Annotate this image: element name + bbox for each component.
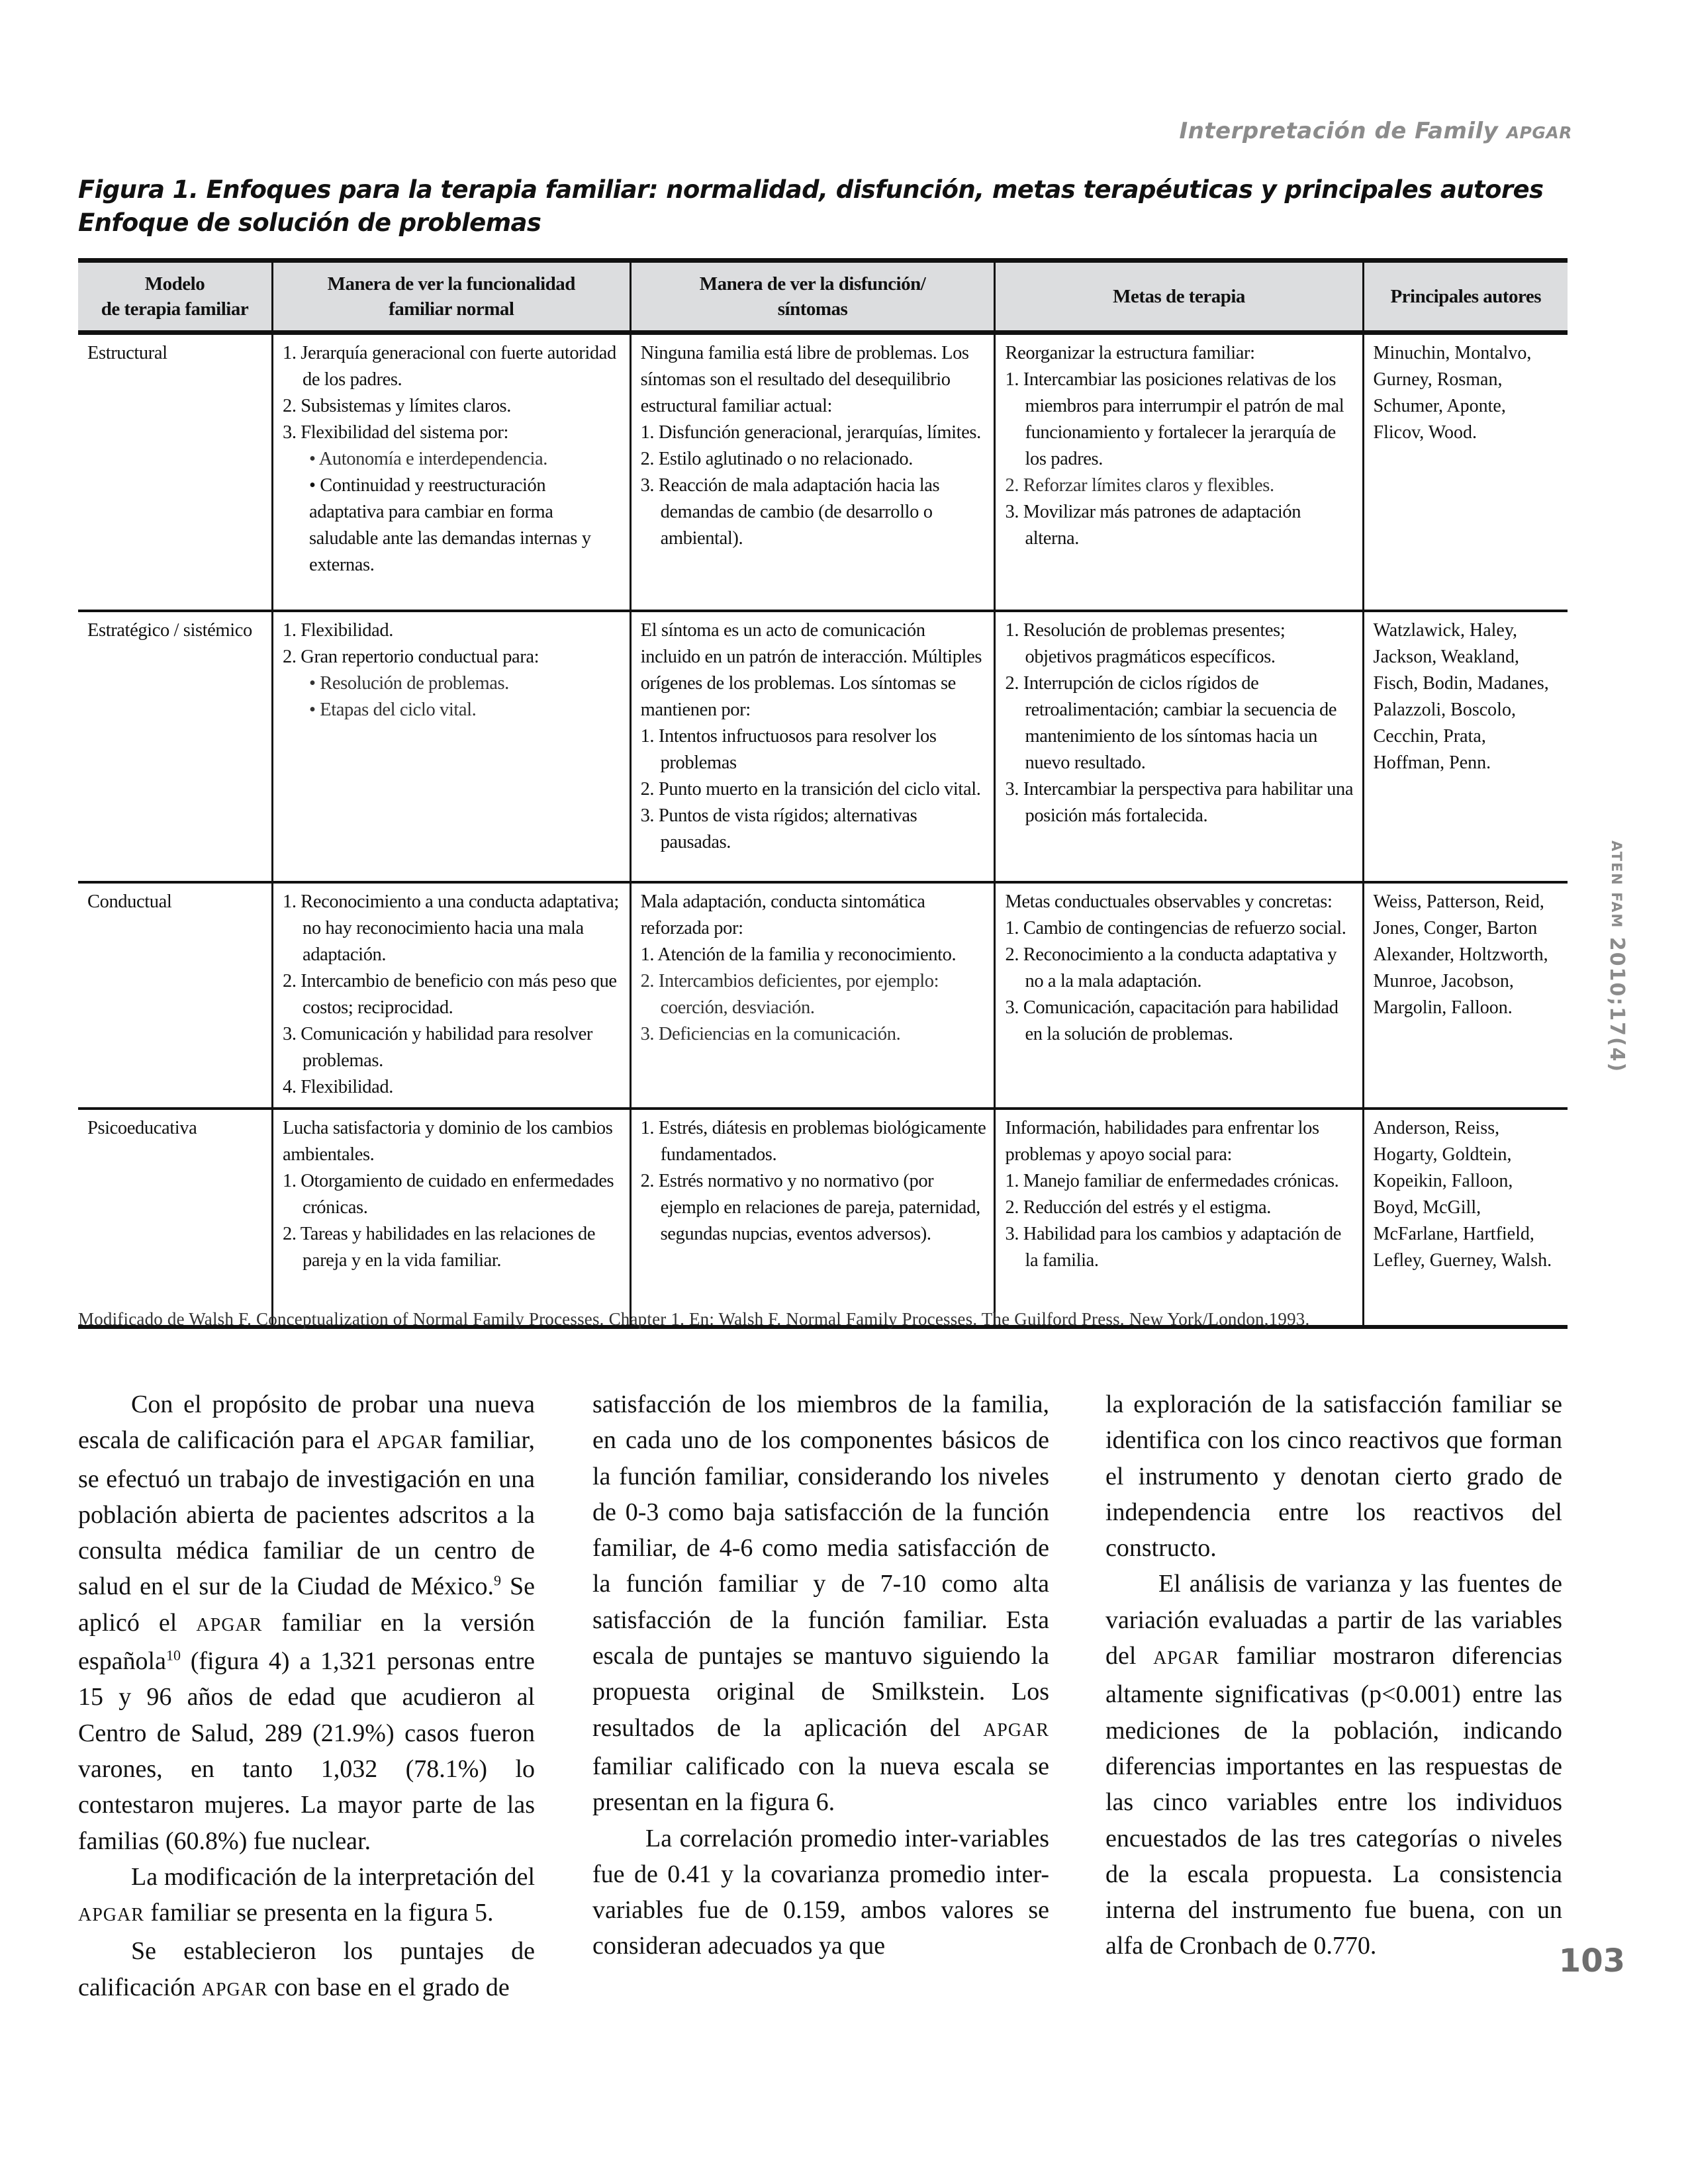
cell-normal: 1. Flexibilidad. 2. Gran repertorio conductual para: • Resolución de problemas. • Etapas del ciclo vital. bbox=[272, 611, 630, 882]
cell-authors: Anderson, Reiss, Hogarty, Goldtein, Kopeikin, Falloon, Boyd, McGill, McFarlane, Hartfield, Lefley, Guerney, Walsh. bbox=[1363, 1109, 1568, 1327]
cell-authors: Weiss, Patterson, Reid, Jones, Conger, Barton Alexander, Holtzworth, Munroe, Jacobson, Margolin, Falloon. bbox=[1363, 882, 1568, 1109]
paragraph: La correlación promedio inter-variables fue de 0.41 y la covarianza promedio inter-variables fue de 0.159, ambos valores se consideran adecuados ya que bbox=[592, 1824, 1049, 1960]
running-header bbox=[1179, 118, 1572, 144]
cell-goals: Información, habilidades para enfrentar los problemas y apoyo social para: 1. Manejo familiar de enfermedades crónicas. 2. Reducción del estrés y el estigma. 3. Habilidad para los cambios y adaptación de la familia. bbox=[995, 1109, 1363, 1327]
cell-goals: 1. Resolución de problemas presentes; objetivos pragmáticos específicos. 2. Interrupción de ciclos rígidos de retroalimentación; cambiar la secuencia de mantenimiento de los síntomas hacia un nuevo resultado. 3. Intercambiar la perspectiva para habilitar una posición más fortalecida. bbox=[995, 611, 1363, 882]
header-dysfunction: Manera de ver la disfunción/ síntomas bbox=[630, 261, 995, 333]
cell-normal: 1. Reconocimiento a una conducta adaptativa; no hay reconocimiento hacia una mala adaptación. 2. Intercambio de beneficio con más peso que costos; reciprocidad. 3. Comunicación y habilidad para resolver problemas. 4. Flexibilidad. bbox=[272, 882, 630, 1109]
body-column-1 bbox=[78, 1387, 535, 2008]
body-column-3 bbox=[1105, 1387, 1562, 1964]
cell-normal: 1. Jerarquía generacional con fuerte autoridad de los padres. 2. Subsistemas y límites claros. 3. Flexibilidad del sistema por: • Autonomía e interdependencia. • Continuidad y reestructuración adaptativa para cambiar en forma saludable ante las demandas internas y externas. bbox=[272, 333, 630, 611]
paragraph: Con el propósito de probar una nueva escala de calificación para el APGAR familiar, se efectuó un trabajo de investigación en una población abierta de pacientes adscritos a la consulta médica familiar de un centro de salud en el sur de la Ciudad de México.$^9$ Se aplicó el APGAR familiar en la versión española$^{10}$ (figura 4) a 1,321 personas entre 15 y 96 años de edad que acudieron al Centro de Salud, 289 (21.9%) casos fueron varones, en tanto 1,032 (78.1%) lo contestaron mujeres. La mayor parte de las familias (60.8%) fue nuclear. bbox=[78, 1390, 536, 1855]
running-header-smallcaps: APGAR bbox=[1506, 123, 1572, 142]
journal-side-label: ATEN FAM 2010;17(4) bbox=[1605, 841, 1628, 1073]
body-column-2 bbox=[592, 1387, 1049, 1964]
therapy-approaches-table bbox=[78, 258, 1568, 1329]
cell-dysfunction: El síntoma es un acto de comunicación incluido en un patrón de interacción. Múltiples orígenes de los problemas. Los síntomas se mantienen por: 1. Intentos infructuosos para resolver los problemas 2. Punto muerto en la transición del ciclo vital. 3. Puntos de vista rígidos; alternativas pausadas. bbox=[630, 611, 995, 882]
page-number: 103 bbox=[1558, 1942, 1625, 1979]
cell-authors: Minuchin, Montalvo, Gurney, Rosman, Schumer, Aponte, Flicov, Wood. bbox=[1363, 333, 1568, 611]
paragraph: Se establecieron los puntajes de calificación APGAR con base en el grado de bbox=[78, 1937, 535, 2001]
table-header-row bbox=[78, 261, 1568, 333]
header-normal-functioning: Manera de ver la funcionalidad familiar normal bbox=[272, 261, 630, 333]
cell-goals: Metas conductuales observables y concretas: 1. Cambio de contingencias de refuerzo social. 2. Reconocimiento a la conducta adaptativa y no a la mala adaptación. 3. Comunicación, capacitación para habilidad en la solución de problemas. bbox=[995, 882, 1363, 1109]
cell-authors: Watzlawick, Haley, Jackson, Weakland, Fisch, Bodin, Madanes, Palazzoli, Boscolo, Cecchin, Prata, Hoffman, Penn. bbox=[1363, 611, 1568, 882]
header-model: Modelo de terapia familiar bbox=[78, 261, 272, 333]
paragraph: satisfacción de los miembros de la familia, en cada uno de los componentes básicos de la función familiar, considerando los niveles de 0-3 como baja satisfacción de la función familiar, de 4-6 como media satisfacción de la función familiar y de 7-10 como alta satisfacción de la función familiar. Esta escala de puntajes se mantuvo siguiendo la propuesta original de Smilkstein. Los resultados de la aplicación del APGAR familiar calificado con la nueva escala se presentan en la figura 6. bbox=[592, 1390, 1049, 1817]
cell-model: Psicoeducativa bbox=[78, 1109, 272, 1327]
running-header-text: Interpretación de Family bbox=[1179, 118, 1499, 144]
paragraph: El análisis de varianza y las fuentes de variación evaluadas a partir de las variables del APGAR familiar mostraron diferencias altamente significativas (p<0.001) entre las mediciones de la población, indicando diferencias importantes en las respuestas de las cinco variables entre los individuos encuestados de las tres categorías o niveles de la escala propuesta. La consistencia interna del instrumento fue buena, con un alfa de Cronbach de 0.770. bbox=[1105, 1570, 1562, 1960]
table-row bbox=[78, 333, 1568, 611]
figure-subtitle: Enfoque de solución de problemas bbox=[78, 208, 541, 237]
figure-title bbox=[78, 173, 1601, 240]
cell-goals: Reorganizar la estructura familiar: 1. Intercambiar las posiciones relativas de los miembros para interrumpir el patrón de mal funcionamiento y fortalecer la jerarquía de los padres. 2. Reforzar límites claros y flexibles. 3. Movilizar más patrones de adaptación alterna. bbox=[995, 333, 1363, 611]
cell-dysfunction: Ninguna familia está libre de problemas. Los síntomas son el resultado del desequilibrio estructural familiar actual: 1. Disfunción generacional, jerarquías, límites. 2. Estilo aglutinado o no relacionado. 3. Reacción de mala adaptación hacia las demandas de cambio (de desarrollo o ambiental). bbox=[630, 333, 995, 611]
cell-model: Conductual bbox=[78, 882, 272, 1109]
cell-normal: Lucha satisfactoria y dominio de los cambios ambientales. 1. Otorgamiento de cuidado en enfermedades crónicas. 2. Tareas y habilidades en las relaciones de pareja y en la vida familiar. bbox=[272, 1109, 630, 1327]
cell-model: Estructural bbox=[78, 333, 272, 611]
cell-dysfunction: Mala adaptación, conducta sintomática reforzada por: 1. Atención de la familia y reconocimiento. 2. Intercambios deficientes, por ejemplo: coerción, desviación. 3. Deficiencias en la comunicación. bbox=[630, 882, 995, 1109]
cell-dysfunction: 1. Estrés, diátesis en problemas biológicamente fundamentados. 2. Estrés normativo y no normativo (por ejemplo en relaciones de pareja, paternidad, segundas nupcias, eventos adversos). bbox=[630, 1109, 995, 1327]
figure-title-line1: Figura 1. Enfoques para la terapia familiar: normalidad, disfunción, metas terapéuticas y principales autores bbox=[78, 175, 1544, 204]
cell-model: Estratégico / sistémico bbox=[78, 611, 272, 882]
table-row bbox=[78, 611, 1568, 882]
paragraph: La modificación de la interpretación del APGAR familiar se presenta en la figura 5. bbox=[78, 1862, 535, 1927]
table-source-note: Modificado de Walsh F. Conceptualization of Normal Family Processes. Chapter 1. En: Walsh F. Normal Family Processes. The Guilford Press. New York/London,1993. bbox=[78, 1309, 1310, 1329]
header-therapy-goals: Metas de terapia bbox=[995, 261, 1363, 333]
paragraph: la exploración de la satisfacción familiar se identifica con los cinco reactivos que forman el instrumento y denotan cierto grado de independencia entre los reactivos del constructo. bbox=[1105, 1390, 1562, 1563]
table-row bbox=[78, 1109, 1568, 1327]
header-main-authors: Principales autores bbox=[1363, 261, 1568, 333]
table-row bbox=[78, 882, 1568, 1109]
